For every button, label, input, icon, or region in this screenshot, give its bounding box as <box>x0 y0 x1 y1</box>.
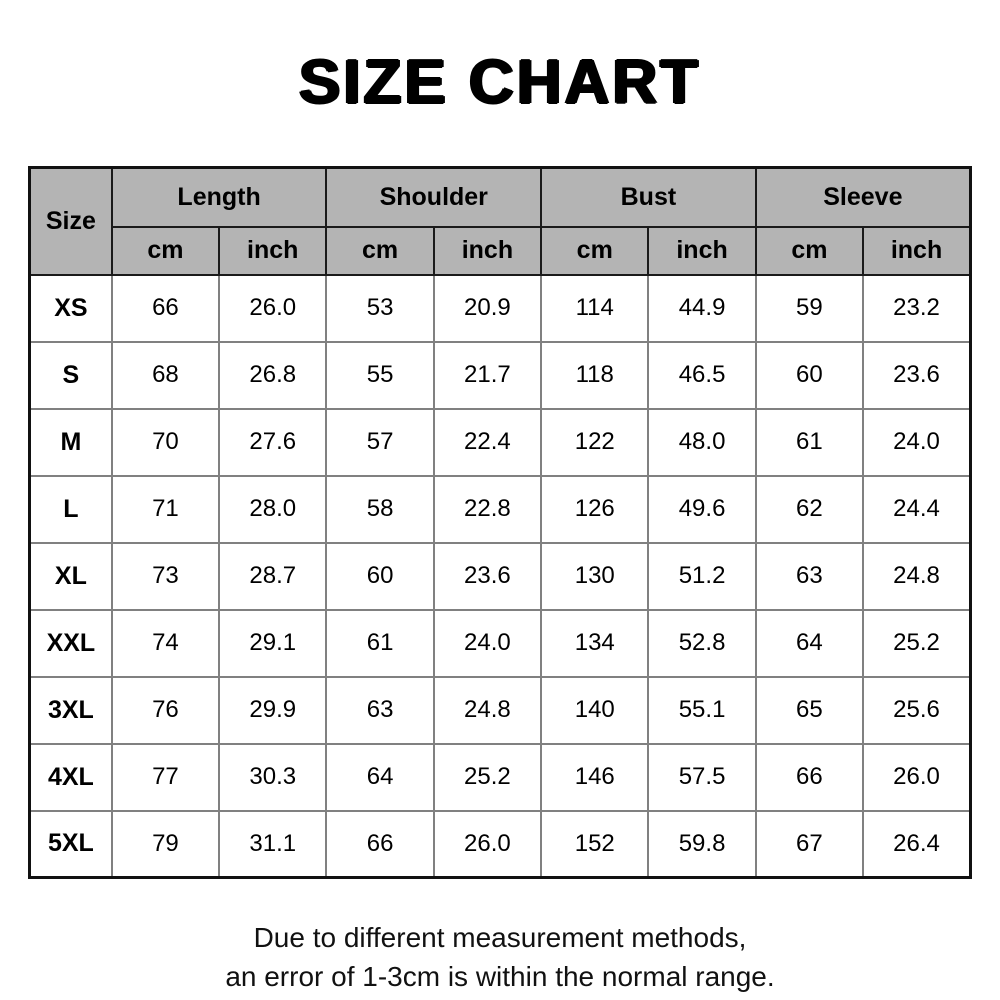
measurement-cell: 46.5 <box>648 342 755 409</box>
measurement-cell: 24.0 <box>863 409 970 476</box>
header-length-inch: inch <box>219 227 326 275</box>
header-length: Length <box>112 168 327 227</box>
measurement-cell: 57 <box>326 409 433 476</box>
measurement-cell: 26.0 <box>219 275 326 342</box>
measurement-cell: 140 <box>541 677 648 744</box>
measurement-cell: 53 <box>326 275 433 342</box>
header-length-cm: cm <box>112 227 219 275</box>
size-table-body <box>30 275 971 878</box>
measurement-cell: 73 <box>112 543 219 610</box>
size-chart-table <box>28 166 972 879</box>
measurement-cell: 118 <box>541 342 648 409</box>
measurement-cell: 126 <box>541 476 648 543</box>
measurement-cell: 52.8 <box>648 610 755 677</box>
measurement-cell: 70 <box>112 409 219 476</box>
header-sleeve-inch: inch <box>863 227 970 275</box>
measurement-cell: 29.9 <box>219 677 326 744</box>
table-header <box>30 168 971 275</box>
header-unit-row <box>30 227 971 275</box>
measurement-cell: 114 <box>541 275 648 342</box>
measurement-cell: 152 <box>541 811 648 878</box>
measurement-cell: 55.1 <box>648 677 755 744</box>
measurement-cell: 20.9 <box>434 275 541 342</box>
row-size-label: M <box>30 409 112 476</box>
measurement-cell: 26.0 <box>863 744 970 811</box>
table-row <box>30 811 971 878</box>
table-row <box>30 476 971 543</box>
measurement-cell: 25.2 <box>434 744 541 811</box>
measurement-cell: 26.0 <box>434 811 541 878</box>
header-shoulder: Shoulder <box>326 168 541 227</box>
measurement-cell: 44.9 <box>648 275 755 342</box>
row-size-label: 3XL <box>30 677 112 744</box>
measurement-cell: 30.3 <box>219 744 326 811</box>
row-size-label: XXL <box>30 610 112 677</box>
measurement-cell: 64 <box>756 610 863 677</box>
row-size-label: XL <box>30 543 112 610</box>
measurement-cell: 28.7 <box>219 543 326 610</box>
measurement-cell: 60 <box>326 543 433 610</box>
measurement-cell: 24.8 <box>434 677 541 744</box>
measurement-cell: 27.6 <box>219 409 326 476</box>
measurement-cell: 61 <box>756 409 863 476</box>
measurement-cell: 64 <box>326 744 433 811</box>
measurement-cell: 24.4 <box>863 476 970 543</box>
header-size: Size <box>30 168 112 275</box>
measurement-cell: 49.6 <box>648 476 755 543</box>
measurement-note-line2: an error of 1-3cm is within the normal range. <box>225 960 775 992</box>
measurement-cell: 25.2 <box>863 610 970 677</box>
measurement-cell: 122 <box>541 409 648 476</box>
measurement-cell: 130 <box>541 543 648 610</box>
measurement-cell: 25.6 <box>863 677 970 744</box>
measurement-cell: 24.0 <box>434 610 541 677</box>
measurement-cell: 67 <box>756 811 863 878</box>
measurement-cell: 26.4 <box>863 811 970 878</box>
header-group-row <box>30 168 971 227</box>
measurement-cell: 66 <box>112 275 219 342</box>
measurement-cell: 48.0 <box>648 409 755 476</box>
measurement-cell: 74 <box>112 610 219 677</box>
table-row <box>30 275 971 342</box>
header-bust-inch: inch <box>648 227 755 275</box>
measurement-note-line1: Due to different measurement methods, <box>253 922 747 953</box>
measurement-cell: 134 <box>541 610 648 677</box>
table-row <box>30 342 971 409</box>
row-size-label: XS <box>30 275 112 342</box>
page-title: SIZE CHART <box>299 48 701 117</box>
row-size-label: 5XL <box>30 811 112 878</box>
measurement-cell: 146 <box>541 744 648 811</box>
measurement-cell: 76 <box>112 677 219 744</box>
measurement-cell: 24.8 <box>863 543 970 610</box>
measurement-cell: 21.7 <box>434 342 541 409</box>
measurement-cell: 31.1 <box>219 811 326 878</box>
measurement-cell: 66 <box>326 811 433 878</box>
measurement-cell: 23.6 <box>863 342 970 409</box>
measurement-cell: 22.4 <box>434 409 541 476</box>
header-shoulder-cm: cm <box>326 227 433 275</box>
measurement-cell: 61 <box>326 610 433 677</box>
measurement-cell: 66 <box>756 744 863 811</box>
header-sleeve: Sleeve <box>756 168 971 227</box>
row-size-label: 4XL <box>30 744 112 811</box>
measurement-cell: 79 <box>112 811 219 878</box>
header-bust: Bust <box>541 168 756 227</box>
measurement-cell: 60 <box>756 342 863 409</box>
measurement-cell: 65 <box>756 677 863 744</box>
header-bust-cm: cm <box>541 227 648 275</box>
measurement-cell: 57.5 <box>648 744 755 811</box>
measurement-cell: 77 <box>112 744 219 811</box>
measurement-cell: 63 <box>326 677 433 744</box>
measurement-cell: 26.8 <box>219 342 326 409</box>
header-sleeve-cm: cm <box>756 227 863 275</box>
table-row <box>30 409 971 476</box>
measurement-cell: 58 <box>326 476 433 543</box>
measurement-cell: 59 <box>756 275 863 342</box>
measurement-cell: 62 <box>756 476 863 543</box>
row-size-label: L <box>30 476 112 543</box>
measurement-cell: 23.6 <box>434 543 541 610</box>
measurement-cell: 71 <box>112 476 219 543</box>
table-row <box>30 744 971 811</box>
table-row <box>30 543 971 610</box>
header-shoulder-inch: inch <box>434 227 541 275</box>
measurement-cell: 22.8 <box>434 476 541 543</box>
table-row <box>30 677 971 744</box>
measurement-cell: 59.8 <box>648 811 755 878</box>
measurement-cell: 51.2 <box>648 543 755 610</box>
measurement-cell: 63 <box>756 543 863 610</box>
measurement-cell: 23.2 <box>863 275 970 342</box>
measurement-cell: 55 <box>326 342 433 409</box>
row-size-label: S <box>30 342 112 409</box>
measurement-cell: 68 <box>112 342 219 409</box>
table-row <box>30 610 971 677</box>
measurement-cell: 28.0 <box>219 476 326 543</box>
measurement-cell: 29.1 <box>219 610 326 677</box>
measurement-note <box>0 919 1000 996</box>
